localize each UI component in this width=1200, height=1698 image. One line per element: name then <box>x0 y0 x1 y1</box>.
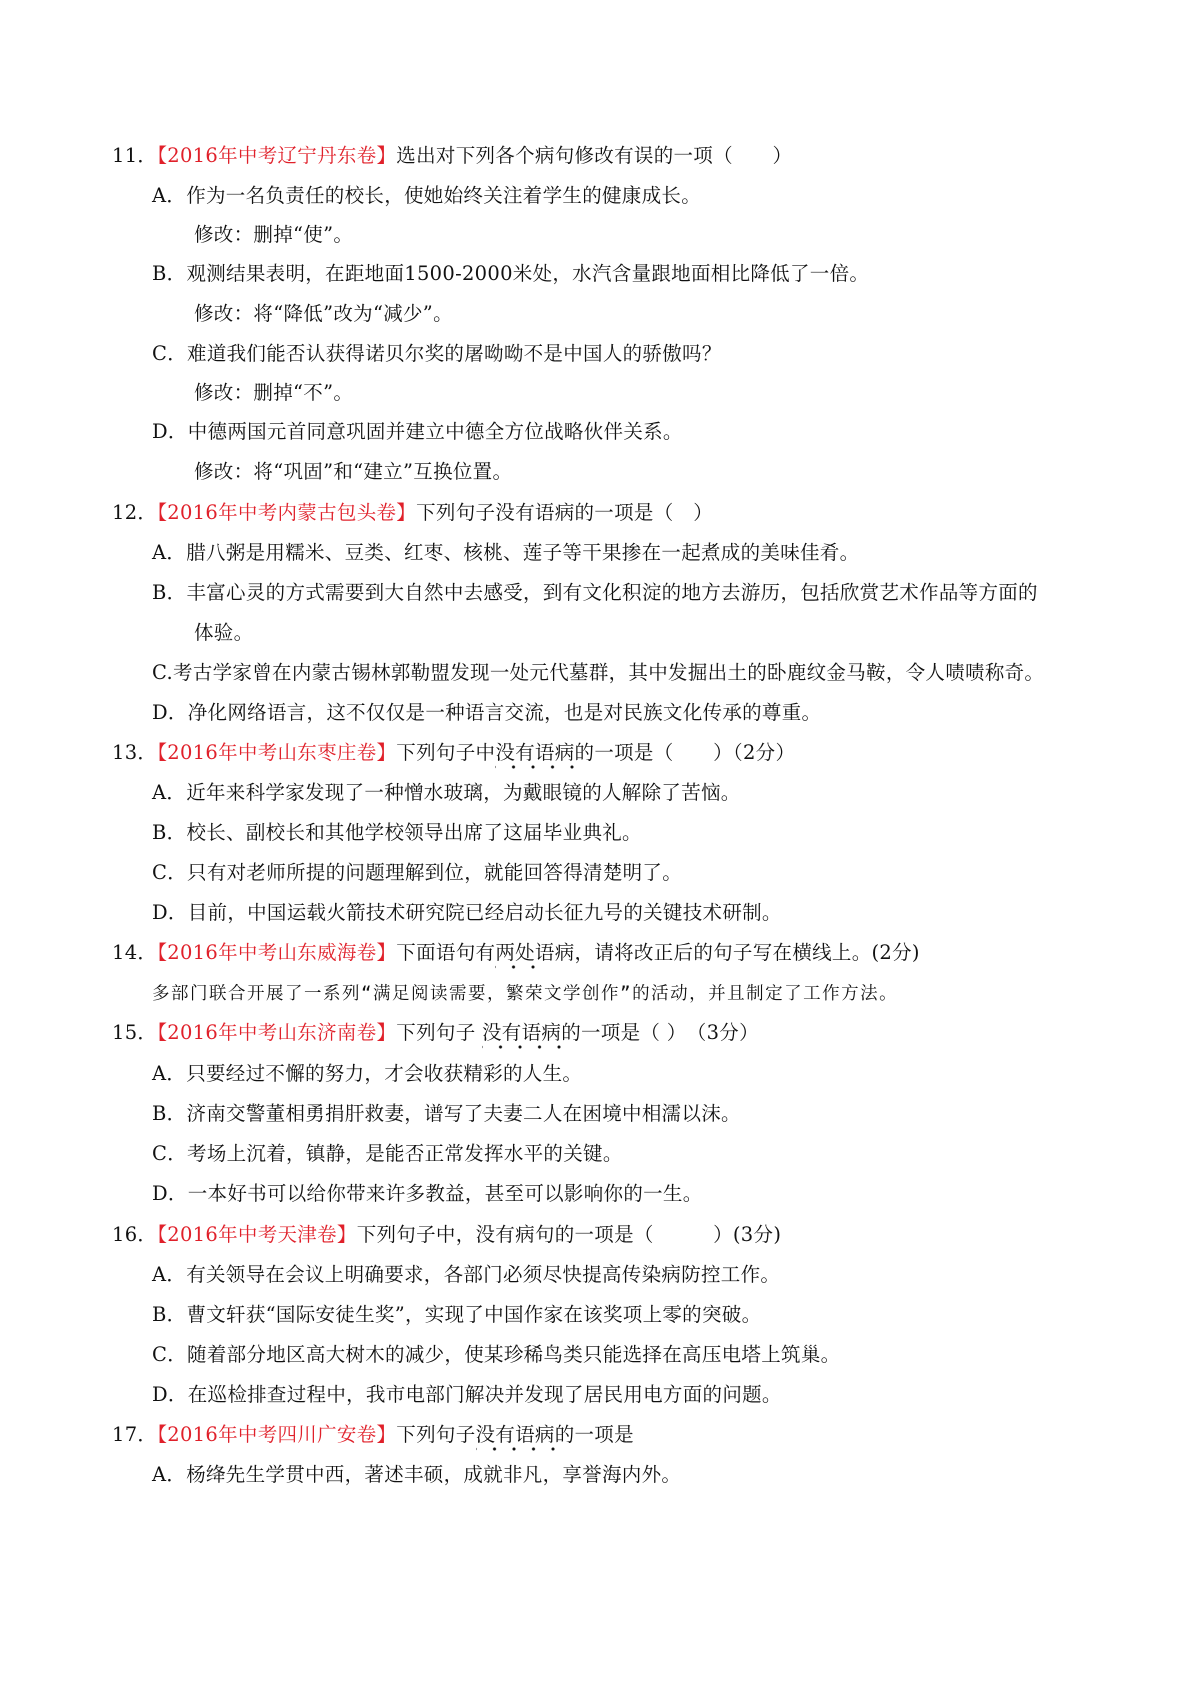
question-16-header <box>112 1222 781 1248</box>
option-text: 杨绛先生学贯中西，著述丰硕，成就非凡，享誉海内外。 <box>186 1463 682 1486</box>
option-b <box>152 261 869 287</box>
question-stem: 下列句子 <box>396 1423 476 1446</box>
option-text: 中德两国元首同意巩固并建立中德全方位战略伙伴关系。 <box>187 420 683 443</box>
option-fix: 修改：删掉“不”。 <box>194 381 354 404</box>
question-14-header <box>112 940 920 966</box>
emphasis-dots: 没有语病 <box>482 1021 561 1050</box>
option-fix: 修改：删掉“使”。 <box>194 223 354 246</box>
option-c <box>152 660 1044 686</box>
option-b <box>152 820 642 846</box>
option-label: D． <box>152 901 188 924</box>
question-source: 【2016年中考四川广安卷】 <box>157 1423 397 1446</box>
option-label: C. <box>152 661 174 684</box>
option-d <box>152 700 821 726</box>
option-b <box>152 1302 761 1328</box>
question-source: 【2016年中考天津卷】 <box>157 1223 357 1246</box>
option-text: 目前，中国运载火箭技术研究院已经启动长征九号的关键技术研制。 <box>187 901 782 924</box>
option-label: C． <box>152 342 188 365</box>
option-label: B． <box>152 821 187 844</box>
option-text: 作为一名负责任的校长，使她始终关注着学生的健康成长。 <box>186 184 701 207</box>
question-number: 14． <box>112 941 158 964</box>
option-text: 丰富心灵的方式需要到大自然中去感受，到有文化积淀的地方去游历，包括欣赏艺术作品等方面的 <box>186 581 1038 604</box>
question-passage: 多部门联合开展了一系列“满足阅读需要，繁荣文学创作”的活动，并且制定了工作方法。 <box>152 984 899 1004</box>
option-b <box>152 580 1038 606</box>
question-source: 【2016年中考山东威海卷】 <box>157 941 397 964</box>
option-fix: 修改：将“巩固”和“建立”互换位置。 <box>194 460 513 483</box>
option-text: 济南交警董相勇捐肝救妻，谱写了夫妻二人在困境中相濡以沫。 <box>186 1102 741 1125</box>
option-c <box>152 1342 840 1368</box>
question-11-header <box>112 143 792 169</box>
question-stem: 下面语句有 <box>396 941 496 964</box>
option-label: C． <box>152 1142 188 1165</box>
option-text: 近年来科学家发现了一种憎水玻璃，为戴眼镜的人解除了苦恼。 <box>186 781 741 804</box>
question-stem: 下列句子中，没有病句的一项是（ ）(3分) <box>356 1223 782 1246</box>
question-number: 15． <box>112 1021 158 1044</box>
option-a <box>152 780 741 806</box>
question-17-header <box>112 1422 634 1448</box>
option-text: 腊八粥是用糯米、豆类、红枣、核桃、莲子等干果掺在一起煮成的美味佳肴。 <box>186 541 860 564</box>
question-stem-tail: 语病，请将改正后的句子写在横线上。(2分) <box>534 941 920 964</box>
emphasis-dots: 两处 <box>495 941 535 970</box>
option-d <box>152 900 782 926</box>
option-label: B． <box>152 581 187 604</box>
question-number: 16． <box>112 1223 158 1246</box>
option-continuation: 体验。 <box>194 621 254 644</box>
option-a <box>152 1061 582 1087</box>
question-number: 12． <box>112 501 158 524</box>
option-d <box>152 419 683 445</box>
option-label: D． <box>152 1383 188 1406</box>
option-text: 随着部分地区高大树木的减少，使某珍稀鸟类只能选择在高压电塔上筑巢。 <box>187 1343 841 1366</box>
question-12-header <box>112 500 713 526</box>
emphasis-dots: 没有语病 <box>476 1423 555 1452</box>
option-text: 考场上沉着，镇静，是能否正常发挥水平的关键。 <box>187 1142 623 1165</box>
option-text: 观测结果表明，在距地面1500-2000米处，水汽含量跟地面相比降低了一倍。 <box>186 262 870 285</box>
option-label: C． <box>152 861 188 884</box>
question-source: 【2016年中考山东枣庄卷】 <box>157 741 397 764</box>
option-a <box>152 183 701 209</box>
question-stem-tail: 的一项是（ ）（2分） <box>574 741 796 764</box>
question-number: 11． <box>112 144 158 167</box>
option-label: C． <box>152 1343 188 1366</box>
option-text: 难道我们能否认获得诺贝尔奖的屠呦呦不是中国人的骄傲吗？ <box>187 342 722 365</box>
question-stem: 下列句子 <box>396 1021 482 1044</box>
option-a <box>152 1462 681 1488</box>
option-d <box>152 1181 703 1207</box>
option-label: B． <box>152 1102 187 1125</box>
option-text: 在巡检排查过程中，我市电部门解决并发现了居民用电方面的问题。 <box>187 1383 782 1406</box>
question-stem: 选出对下列各个病句修改有误的一项（ ） <box>396 144 793 167</box>
question-number: 17． <box>112 1423 158 1446</box>
option-label: D． <box>152 420 188 443</box>
option-b <box>152 1101 741 1127</box>
option-text: 一本好书可以给你带来许多教益，甚至可以影响你的一生。 <box>187 1182 703 1205</box>
question-13-header <box>112 740 795 766</box>
question-stem: 下列句子没有语病的一项是（ ） <box>416 501 714 524</box>
question-number: 13． <box>112 741 158 764</box>
option-fix: 修改：将“降低”改为“减少”。 <box>194 302 453 325</box>
option-label: A． <box>152 1263 187 1286</box>
option-label: A． <box>152 781 187 804</box>
question-stem-tail: 的一项是 <box>554 1423 634 1446</box>
option-text: 净化网络语言，这不仅仅是一种语言交流，也是对民族文化传承的尊重。 <box>187 701 822 724</box>
option-text: 只要经过不懈的努力，才会收获精彩的人生。 <box>186 1062 583 1085</box>
option-text: 校长、副校长和其他学校领导出席了这届毕业典礼。 <box>186 821 642 844</box>
question-source: 【2016年中考内蒙古包头卷】 <box>157 501 417 524</box>
option-label: A． <box>152 1062 187 1085</box>
emphasis-dots: 没有语病 <box>495 741 574 770</box>
option-text: 考古学家曾在内蒙古锡林郭勒盟发现一处元代墓群，其中发掘出土的卧鹿纹金马鞍，令人啧啧称奇。 <box>173 661 1045 684</box>
option-c <box>152 1141 623 1167</box>
option-label: A． <box>152 541 187 564</box>
question-stem: 下列句子中 <box>396 741 496 764</box>
option-label: B． <box>152 262 187 285</box>
option-label: D． <box>152 1182 188 1205</box>
option-a <box>152 540 859 566</box>
option-c <box>152 860 682 886</box>
option-a <box>152 1262 780 1288</box>
option-label: B． <box>152 1303 187 1326</box>
option-label: A． <box>152 1463 187 1486</box>
question-source: 【2016年中考山东济南卷】 <box>157 1021 397 1044</box>
option-text: 有关领导在会议上明确要求，各部门必须尽快提高传染病防控工作。 <box>186 1263 781 1286</box>
option-text: 只有对老师所提的问题理解到位，就能回答得清楚明了。 <box>187 861 683 884</box>
option-d <box>152 1382 782 1408</box>
question-15-header <box>112 1020 759 1046</box>
option-label: A． <box>152 184 187 207</box>
option-c <box>152 341 722 367</box>
option-text: 曹文轩获“国际安徒生奖”，实现了中国作家在该奖项上零的突破。 <box>186 1303 762 1326</box>
question-source: 【2016年中考辽宁丹东卷】 <box>157 144 397 167</box>
question-stem-tail: 的一项是（ ） （3分） <box>561 1021 759 1044</box>
option-label: D． <box>152 701 188 724</box>
